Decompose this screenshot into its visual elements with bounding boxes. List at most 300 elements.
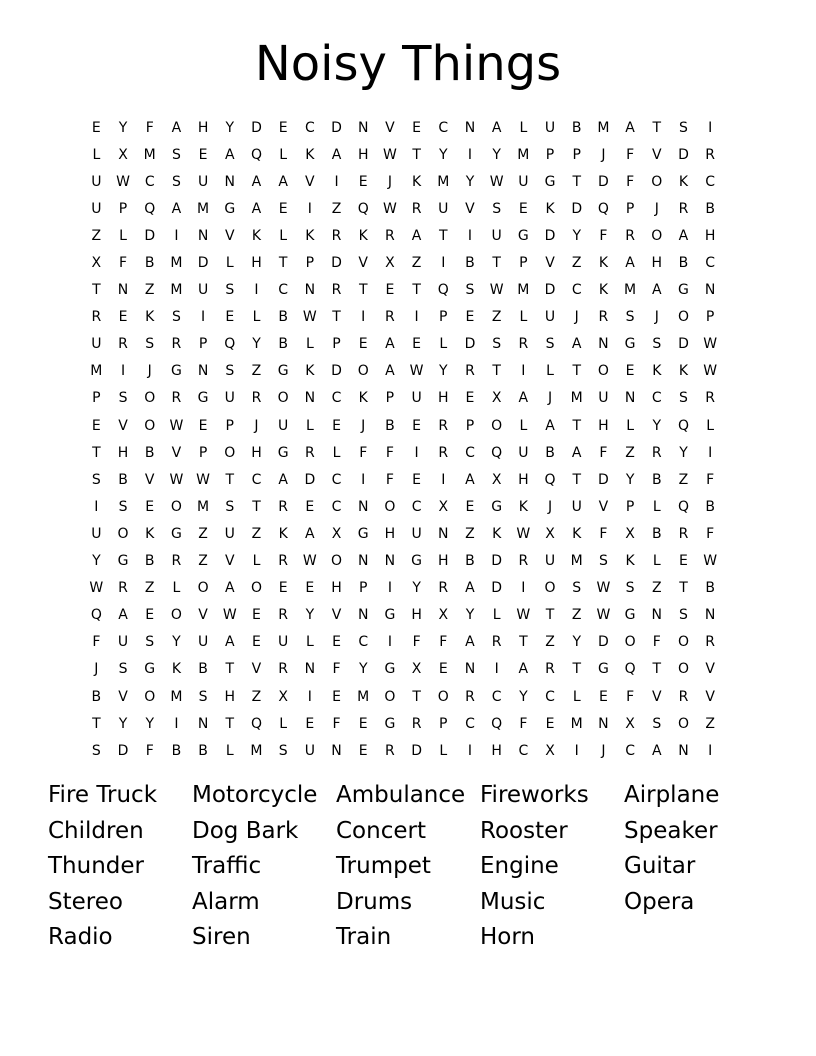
grid-letter: Z [705, 715, 715, 732]
grid-letter: V [705, 661, 715, 678]
grid-letter: R [465, 688, 475, 705]
grid-letter: T [652, 661, 662, 678]
grid-letter: X [385, 255, 395, 272]
grid-letter: H [438, 390, 449, 407]
grid-letter: S [118, 390, 128, 407]
grid-row [83, 737, 724, 764]
grid-letter: O [491, 417, 503, 434]
grid-row [83, 548, 724, 575]
grid-letter: F [412, 634, 421, 651]
grid-letter: E [358, 742, 368, 759]
grid-letter: X [625, 715, 635, 732]
grid-letter: O [144, 688, 156, 705]
grid-letter: G [491, 498, 503, 515]
grid-row [83, 168, 724, 195]
grid-letter: E [358, 173, 368, 190]
grid-letter: B [91, 688, 102, 705]
grid-letter: S [171, 309, 181, 326]
grid-letter: R [331, 282, 342, 299]
grid-letter: B [465, 255, 475, 272]
grid-letter: V [171, 444, 182, 461]
grid-letter: O [277, 390, 289, 407]
grid-letter: A [571, 336, 582, 353]
grid-letter: N [624, 390, 636, 407]
grid-letter: K [678, 363, 689, 380]
grid-letter: Q [250, 715, 262, 732]
grid-letter: Y [679, 444, 688, 461]
grid-letter: Q [677, 498, 689, 515]
grid-letter: M [517, 146, 530, 163]
grid-row [83, 114, 724, 141]
grid-letter: S [198, 688, 208, 705]
grid-letter: N [304, 661, 316, 678]
grid-letter: U [518, 444, 529, 461]
grid-row [83, 629, 724, 656]
grid-letter: L [519, 309, 528, 326]
grid-letter: X [545, 742, 555, 759]
grid-letter: F [145, 742, 154, 759]
grid-letter: Q [677, 417, 689, 434]
grid-letter: L [252, 553, 261, 570]
grid-letter: G [624, 336, 636, 353]
grid-letter: D [491, 580, 503, 597]
grid-letter: X [331, 525, 342, 542]
grid-letter: Y [572, 227, 581, 244]
grid-letter: N [197, 227, 209, 244]
grid-letter: N [224, 173, 236, 190]
grid-letter: A [625, 119, 635, 136]
grid-letter: H [357, 146, 369, 163]
grid-letter: R [385, 742, 395, 759]
grid-letter: F [359, 444, 368, 461]
grid-letter: E [278, 580, 288, 597]
grid-letter: W [169, 471, 184, 488]
grid-letter: Q [437, 282, 449, 299]
grid-letter: C [571, 282, 582, 299]
grid-letter: V [331, 607, 342, 624]
grid-row [83, 412, 724, 439]
grid-letter: N [197, 715, 209, 732]
grid-letter: V [545, 255, 555, 272]
grid-letter: C [304, 119, 315, 136]
grid-letter: R [438, 580, 449, 597]
grid-letter: W [196, 471, 211, 488]
grid-letter: R [118, 336, 128, 353]
grid-letter: W [222, 607, 237, 624]
word-list-item: Guitar [624, 853, 696, 879]
grid-letter: Z [144, 580, 155, 597]
grid-letter: Y [252, 336, 261, 353]
grid-row [83, 493, 724, 520]
grid-letter: A [385, 363, 395, 380]
grid-letter: T [572, 661, 581, 678]
grid-letter: L [519, 417, 528, 434]
grid-letter: T [225, 661, 235, 678]
grid-letter: R [598, 309, 609, 326]
grid-letter: R [385, 227, 395, 244]
grid-letter: M [517, 282, 530, 299]
grid-letter: M [197, 498, 210, 515]
grid-letter: A [625, 255, 635, 272]
grid-letter: J [147, 363, 152, 380]
grid-letter: E [198, 146, 208, 163]
word-list-item: Rooster [480, 817, 568, 844]
grid-letter: A [411, 227, 422, 244]
grid-letter: G [277, 444, 289, 461]
grid-letter: D [598, 471, 609, 488]
grid-letter: U [278, 417, 289, 434]
grid-letter: P [625, 200, 635, 217]
grid-letter: N [598, 336, 609, 353]
grid-letter: V [465, 200, 475, 217]
grid-letter: N [357, 498, 369, 515]
grid-letter: Z [198, 525, 208, 542]
grid-letter: C [518, 742, 529, 759]
grid-letter: K [518, 498, 528, 515]
word-list-item: Trumpet [336, 853, 431, 879]
grid-letter: O [144, 417, 156, 434]
grid-row [83, 710, 724, 737]
grid-letter: S [145, 634, 155, 651]
grid-letter: C [278, 282, 289, 299]
grid-letter: W [596, 580, 611, 597]
grid-letter: N [678, 742, 689, 759]
grid-letter: I [387, 580, 392, 597]
grid-letter: K [545, 200, 555, 217]
grid-letter: T [572, 173, 581, 190]
grid-row [83, 141, 724, 168]
grid-letter: M [624, 282, 637, 299]
grid-letter: J [654, 309, 659, 326]
grid-letter: S [492, 336, 502, 353]
word-list-item: Radio [48, 924, 113, 950]
grid-letter: E [252, 607, 261, 624]
grid-letter: E [465, 309, 475, 326]
grid-letter: J [601, 146, 606, 163]
grid-letter: K [358, 390, 368, 407]
word-list-item: Horn [480, 924, 535, 950]
grid-letter: S [572, 580, 582, 597]
grid-letter: W [302, 553, 317, 570]
grid-letter: U [544, 309, 556, 326]
grid-letter: R [625, 227, 635, 244]
grid-letter: U [224, 390, 235, 407]
grid-letter: S [225, 498, 235, 515]
grid-letter: T [439, 227, 448, 244]
grid-letter: T [572, 363, 581, 380]
grid-letter: J [574, 309, 579, 326]
grid-letter: Y [412, 580, 421, 597]
grid-letter: P [625, 498, 635, 515]
grid-letter: Z [251, 363, 262, 380]
grid-letter: J [547, 390, 553, 407]
page-title: Noisy Things [254, 36, 562, 92]
grid-letter: A [545, 417, 555, 434]
grid-letter: Y [492, 146, 501, 163]
grid-row [83, 656, 724, 683]
grid-letter: T [225, 715, 235, 732]
grid-letter: S [171, 146, 181, 163]
grid-letter: B [651, 525, 662, 542]
grid-letter: J [361, 417, 366, 434]
grid-letter: C [144, 173, 155, 190]
grid-letter: G [624, 607, 636, 624]
grid-letter: N [304, 390, 316, 407]
grid-letter: S [652, 715, 662, 732]
grid-letter: P [332, 336, 341, 353]
grid-letter: Z [331, 200, 342, 217]
grid-letter: R [411, 715, 422, 732]
word-list-item: Speaker [624, 817, 718, 844]
grid-letter: B [278, 336, 288, 353]
grid-letter: Q [90, 607, 102, 624]
grid-letter: A [385, 336, 395, 353]
grid-letter: K [598, 282, 608, 299]
grid-letter: B [545, 444, 555, 461]
grid-letter: L [172, 580, 181, 597]
grid-letter: N [357, 553, 369, 570]
grid-letter: T [572, 417, 581, 434]
grid-letter: Y [92, 553, 101, 570]
grid-letter: A [518, 390, 529, 407]
word-list-item: Concert [336, 817, 426, 844]
grid-letter: P [225, 417, 234, 434]
grid-letter: H [491, 742, 502, 759]
grid-letter: S [145, 336, 155, 353]
word-list-item: Siren [192, 924, 251, 950]
word-list-item: Engine [480, 853, 559, 879]
grid-letter: L [439, 742, 448, 759]
grid-letter: K [492, 525, 502, 542]
grid-letter: K [251, 227, 262, 244]
grid-letter: N [384, 553, 396, 570]
grid-letter: B [118, 471, 128, 488]
grid-letter: Q [357, 200, 369, 217]
grid-letter: A [171, 119, 182, 136]
grid-letter: J [387, 173, 392, 190]
grid-letter: I [387, 634, 392, 651]
grid-letter: E [305, 580, 315, 597]
grid-letter: Z [251, 525, 262, 542]
grid-letter: C [251, 471, 262, 488]
grid-letter: L [305, 336, 314, 353]
grid-letter: Y [519, 688, 528, 705]
grid-letter: X [491, 390, 502, 407]
grid-letter: F [145, 119, 154, 136]
grid-letter: H [331, 580, 342, 597]
grid-letter: S [652, 336, 662, 353]
grid-letter: E [679, 553, 688, 570]
grid-letter: E [145, 498, 155, 515]
grid-letter: U [544, 119, 556, 136]
grid-letter: H [384, 525, 396, 542]
grid-letter: O [170, 607, 182, 624]
grid-letter: F [706, 471, 715, 488]
grid-letter: O [117, 525, 129, 542]
grid-letter: O [544, 580, 556, 597]
grid-row [83, 277, 724, 304]
grid-letter: P [519, 255, 528, 272]
grid-letter: R [518, 336, 529, 353]
grid-letter: L [332, 444, 341, 461]
grid-letter: S [118, 498, 128, 515]
grid-letter: N [357, 119, 369, 136]
grid-letter: I [414, 309, 419, 326]
grid-letter: N [197, 363, 209, 380]
grid-letter: U [91, 200, 102, 217]
grid-letter: H [438, 553, 449, 570]
grid-letter: O [250, 580, 262, 597]
grid-letter: A [571, 444, 582, 461]
grid-letter: O [170, 498, 182, 515]
grid-letter: S [91, 742, 101, 759]
grid-letter: B [705, 580, 715, 597]
grid-letter: R [171, 553, 182, 570]
grid-letter: P [465, 417, 475, 434]
grid-row [83, 249, 724, 276]
grid-row [83, 331, 724, 358]
grid-letter: L [519, 119, 528, 136]
grid-letter: F [626, 688, 635, 705]
grid-letter: L [225, 255, 234, 272]
grid-letter: P [385, 390, 395, 407]
grid-letter: A [224, 146, 235, 163]
grid-letter: A [224, 634, 235, 651]
grid-letter: H [651, 255, 663, 272]
grid-letter: T [358, 282, 368, 299]
grid-letter: A [305, 525, 315, 542]
grid-letter: E [412, 336, 422, 353]
grid-letter: K [678, 173, 689, 190]
grid-letter: X [278, 688, 288, 705]
grid-letter: S [225, 363, 235, 380]
grid-letter: R [465, 363, 475, 380]
grid-letter: K [652, 363, 662, 380]
grid-letter: H [224, 688, 236, 705]
grid-letter: E [465, 390, 475, 407]
grid-letter: E [598, 688, 608, 705]
grid-letter: E [305, 498, 315, 515]
grid-letter: S [598, 553, 608, 570]
grid-letter: E [412, 471, 422, 488]
grid-letter: U [598, 390, 609, 407]
grid-letter: F [626, 146, 635, 163]
grid-letter: O [144, 390, 156, 407]
grid-letter: I [361, 471, 366, 488]
grid-letter: H [598, 417, 609, 434]
grid-letter: I [441, 471, 446, 488]
grid-letter: D [464, 336, 476, 353]
grid-letter: A [465, 471, 475, 488]
grid-letter: T [652, 119, 662, 136]
grid-letter: D [304, 471, 316, 488]
grid-letter: S [545, 336, 555, 353]
grid-letter: W [302, 309, 317, 326]
grid-letter: K [358, 227, 368, 244]
grid-letter: F [599, 444, 608, 461]
word-list-item: Children [48, 817, 144, 844]
grid-letter: M [143, 146, 156, 163]
grid-letter: A [678, 227, 689, 244]
grid-letter: U [197, 282, 209, 299]
grid-letter: Y [465, 173, 475, 190]
grid-letter: H [117, 444, 129, 461]
grid-letter: M [250, 742, 263, 759]
grid-letter: W [489, 282, 504, 299]
grid-letter: C [465, 444, 475, 461]
grid-letter: G [277, 363, 289, 380]
grid-letter: I [521, 580, 526, 597]
grid-letter: L [652, 498, 661, 515]
grid-letter: R [678, 525, 689, 542]
grid-letter: Z [198, 553, 208, 570]
grid-letter: O [437, 688, 449, 705]
grid-letter: G [517, 227, 529, 244]
grid-letter: Z [144, 282, 155, 299]
grid-letter: L [305, 634, 314, 651]
grid-row [83, 520, 724, 547]
grid-letter: H [197, 119, 209, 136]
grid-letter: N [704, 607, 716, 624]
grid-letter: M [597, 119, 610, 136]
grid-letter: C [545, 688, 555, 705]
grid-letter: A [251, 173, 262, 190]
grid-letter: I [467, 227, 473, 244]
grid-letter: I [708, 119, 713, 136]
word-list-item: Opera [624, 888, 695, 915]
grid-letter: C [625, 742, 635, 759]
grid-letter: X [438, 607, 449, 624]
grid-letter: E [118, 309, 128, 326]
grid-letter: Y [118, 715, 128, 732]
grid-letter: O [331, 553, 343, 570]
grid-letter: I [467, 742, 473, 759]
grid-letter: Z [491, 309, 502, 326]
grid-letter: E [198, 417, 208, 434]
grid-letter: S [171, 173, 181, 190]
word-list-item: Drums [336, 888, 413, 915]
grid-letter: I [708, 444, 713, 461]
grid-letter: Z [91, 227, 102, 244]
grid-letter: N [464, 661, 476, 678]
grid-letter: C [331, 471, 342, 488]
grid-letter: N [464, 119, 476, 136]
grid-letter: D [678, 146, 689, 163]
grid-letter: A [251, 200, 262, 217]
grid-letter: I [174, 227, 179, 244]
grid-letter: G [544, 173, 556, 190]
grid-letter: E [332, 417, 341, 434]
grid-letter: C [358, 634, 369, 651]
grid-letter: Y [145, 715, 154, 732]
grid-letter: D [144, 227, 156, 244]
grid-letter: S [625, 309, 635, 326]
grid-letter: B [385, 417, 395, 434]
grid-letter: N [331, 742, 342, 759]
grid-letter: V [224, 227, 235, 244]
grid-letter: D [251, 119, 262, 136]
grid-letter: W [409, 363, 424, 380]
grid-letter: B [198, 742, 208, 759]
grid-letter: U [518, 173, 529, 190]
grid-letter: F [599, 525, 608, 542]
grid-letter: U [197, 634, 209, 651]
grid-letter: R [171, 336, 182, 353]
grid-letter: K [625, 553, 635, 570]
grid-letter: O [197, 580, 209, 597]
grid-letter: B [678, 255, 689, 272]
grid-letter: P [198, 444, 208, 461]
